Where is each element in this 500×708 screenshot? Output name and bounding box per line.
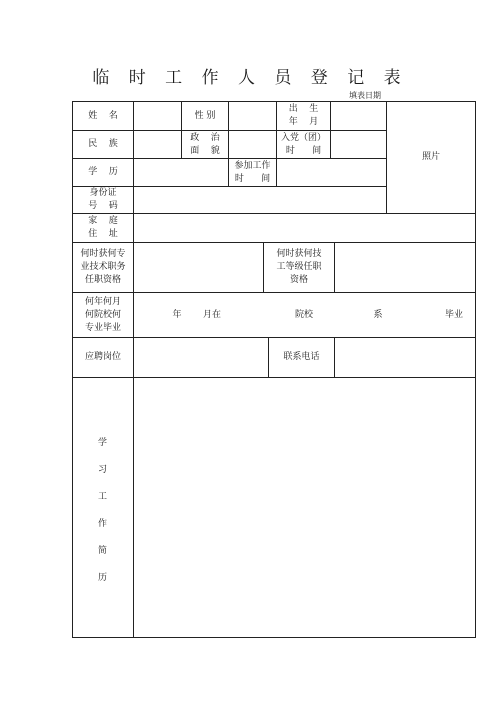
education-field[interactable] <box>135 161 230 186</box>
applied-position-label: 应聘岗位 <box>84 352 121 362</box>
skill-level-label: 何时获何技 工等级任职 资格 <box>276 249 322 285</box>
party-join-date-field[interactable] <box>332 133 388 158</box>
table-rule <box>330 101 331 158</box>
political-status-field[interactable] <box>230 133 278 158</box>
resume-label-char: 作 <box>97 519 107 529</box>
home-address-field[interactable] <box>135 216 477 242</box>
resume-label-char: 历 <box>97 573 107 583</box>
form-title: 临 时 工 作 人 员 登 记 表 <box>92 68 408 88</box>
graduation-label: 何年何月 何院校何 专业毕业 <box>84 296 121 333</box>
resume-label-char: 习 <box>97 465 107 475</box>
resume-label <box>72 430 133 592</box>
party-join-date-label: 入党（团） 时 间 <box>280 132 326 156</box>
fill-date-label: 填表日期 <box>349 91 381 100</box>
graduation-school-unit: 院校 <box>294 309 313 320</box>
work-start-date-label: 参加工作 时 间 <box>234 160 271 184</box>
work-start-date-field[interactable] <box>278 161 388 186</box>
political-status-label: 政 治 面 貌 <box>190 132 220 156</box>
resume-label-char: 简 <box>97 546 107 556</box>
photo-placeholder[interactable]: 照片 <box>421 152 440 162</box>
home-address-label: 家 庭 住 址 <box>88 216 118 239</box>
education-label: 学 历 <box>88 167 118 177</box>
table-rule <box>334 337 335 377</box>
phone-field[interactable] <box>336 340 477 377</box>
phone-label: 联系电话 <box>283 352 320 362</box>
table-rule <box>334 242 335 292</box>
resume-field[interactable] <box>135 380 476 638</box>
graduation-complete-unit: 毕业 <box>444 309 463 320</box>
professional-title-label: 何时获何专 业技术职务 任职资格 <box>80 249 126 285</box>
skill-level-field[interactable] <box>336 245 477 292</box>
gender-label: 性 别 <box>194 110 216 121</box>
graduation-year-unit: 年 <box>172 309 182 320</box>
birth-date-field[interactable] <box>332 104 388 130</box>
graduation-month-unit: 月在 <box>202 309 221 320</box>
ethnicity-field[interactable] <box>135 133 183 158</box>
resume-label-char: 工 <box>97 492 107 502</box>
name-label: 姓 名 <box>88 110 118 121</box>
ethnicity-label: 民 族 <box>88 139 118 149</box>
name-field[interactable] <box>135 104 183 130</box>
resume-label-char: 学 <box>97 438 107 448</box>
graduation-department-unit: 系 <box>373 309 383 320</box>
applied-position-field[interactable] <box>135 340 270 377</box>
id-number-label: 身份证 号 码 <box>88 188 118 211</box>
gender-field[interactable] <box>230 104 278 130</box>
id-number-field[interactable] <box>135 189 388 213</box>
label-column-rule <box>133 101 134 638</box>
professional-title-field[interactable] <box>135 245 265 292</box>
birth-date-label: 出 生 年 月 <box>288 104 319 127</box>
